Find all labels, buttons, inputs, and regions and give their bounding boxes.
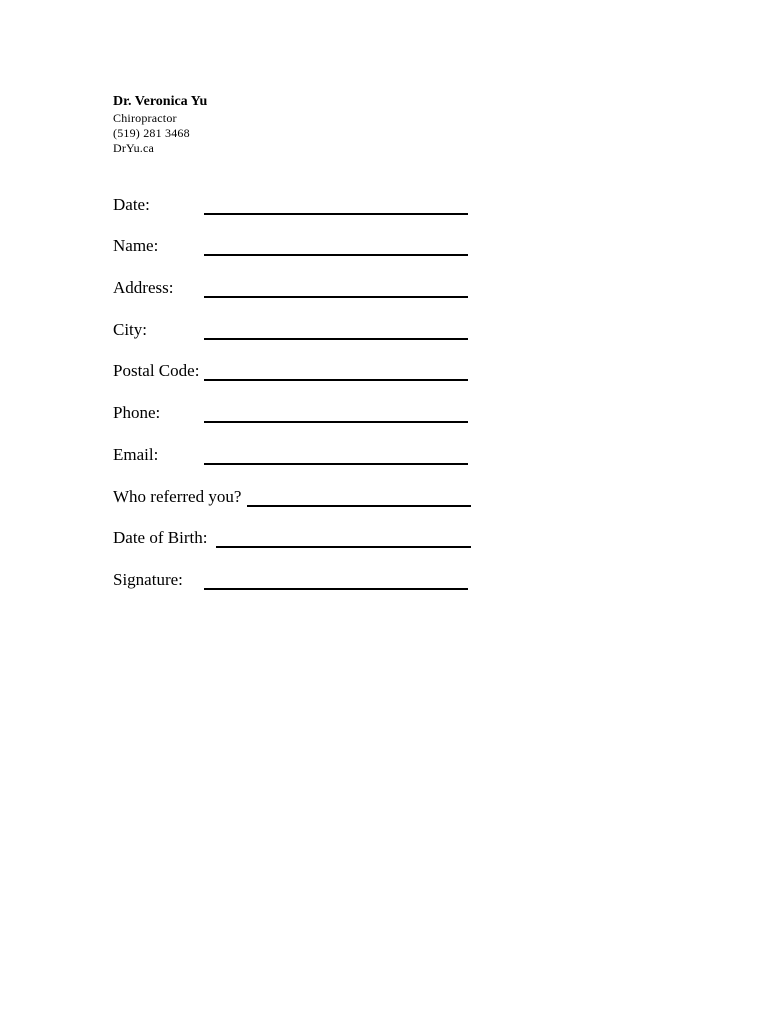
referred-blank-line[interactable] [247, 505, 471, 507]
name-label: Name: [113, 236, 159, 255]
referred-label: Who referred you? [113, 487, 242, 506]
city-blank-line[interactable] [204, 338, 468, 340]
date-field [113, 192, 473, 216]
phone-blank-line[interactable] [204, 421, 468, 423]
signature-field [113, 567, 473, 591]
address-blank-line[interactable] [204, 296, 468, 298]
phone-label: Phone: [113, 403, 161, 422]
address-field [113, 275, 473, 299]
postal-code-field [113, 358, 473, 382]
doctor-name: Dr. Veronica Yu [113, 94, 208, 109]
postal-code-blank-line[interactable] [204, 379, 468, 381]
date-blank-line[interactable] [204, 213, 468, 215]
clinic-header [113, 93, 513, 156]
phone-field [113, 400, 473, 424]
city-field [113, 317, 473, 341]
signature-label: Signature: [113, 570, 183, 589]
address-label: Address: [113, 278, 174, 297]
city-label: City: [113, 320, 148, 339]
postal-code-label: Postal Code: [113, 361, 200, 380]
email-field [113, 442, 473, 466]
name-blank-line[interactable] [204, 254, 468, 256]
signature-blank-line[interactable] [204, 588, 468, 590]
dob-label: Date of Birth: [113, 528, 208, 547]
date-label: Date: [113, 195, 150, 214]
dob-blank-line[interactable] [216, 546, 471, 548]
email-blank-line[interactable] [204, 463, 468, 465]
clinic-website: DrYu.ca [113, 141, 155, 155]
dob-field [113, 525, 473, 549]
email-label: Email: [113, 445, 159, 464]
name-field [113, 233, 473, 257]
doctor-title: Chiropractor [113, 111, 177, 125]
clinic-phone: (519) 281 3468 [113, 126, 190, 140]
referred-field [113, 484, 473, 508]
